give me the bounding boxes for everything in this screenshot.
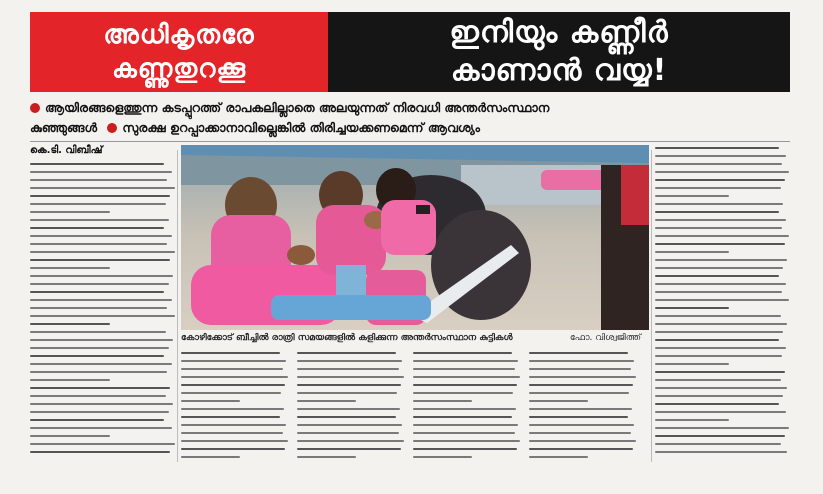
body-text-line [181,360,286,362]
article-column-1 [30,163,176,463]
body-text-line [655,259,787,261]
body-text-line [30,419,164,421]
body-text-line [30,323,110,325]
body-text-line [655,267,783,269]
subheadline [30,98,790,138]
body-text-line [529,448,633,450]
body-text-line [297,416,396,418]
body-text-line [30,379,110,381]
body-text-line [297,392,397,394]
body-text-line [413,448,517,450]
body-text-line [30,403,173,405]
body-text-line [181,416,280,418]
body-text-line [181,408,284,410]
body-text-line [655,379,781,381]
body-text-line [413,432,515,434]
news-photo [181,145,649,330]
body-text-line [30,315,175,317]
body-text-line [30,211,110,213]
body-text-line [655,435,785,437]
body-text-line [413,352,512,354]
body-text-line [30,411,169,413]
body-text-line [529,400,588,402]
subheadline-line2: കുഞ്ഞുങ്ങൾ സുരക്ഷ ഉറപ്പാക്കാനാവില്ലെങ്കിൽ തിരിച്ചയക്കണമെന്ന് ആവശ്യം [30,120,480,135]
body-text-line [297,456,356,458]
body-text-line [413,384,517,386]
body-text-line [655,403,779,405]
body-text-line [297,400,356,402]
body-text-line [30,443,175,445]
body-text-line [181,392,281,394]
body-text-line [655,451,787,453]
body-text-line [297,440,404,442]
body-text-line [529,440,636,442]
body-text-line [30,395,166,397]
children-on-beach-photo [181,145,649,330]
column-divider [177,150,178,462]
body-text-line [655,395,783,397]
body-text-line [655,219,786,221]
body-text-line [181,456,240,458]
body-text-line [30,251,175,253]
body-text-line [30,179,167,181]
body-text-line [655,307,729,309]
body-text-line [655,323,787,325]
body-text-line [655,187,781,189]
body-text-line [297,408,400,410]
body-text-line [413,456,472,458]
body-text-line [655,251,729,253]
body-text-line [413,368,515,370]
headline-right-line2: കാണാൻ വയ്യ! [450,53,668,88]
body-text-line [30,187,175,189]
body-text-line [413,392,513,394]
body-text-line [30,299,172,301]
body-text-line [30,427,172,429]
headline-right-line1: ഇനിയും കണ്ണീർ [449,15,669,50]
body-text-line [181,384,285,386]
article-column-4 [413,352,521,462]
byline: കെ.ടി. വിബീഷ് [30,145,103,156]
body-text-line [181,424,286,426]
article-column-6 [655,147,790,463]
article-column-2 [181,352,289,462]
body-text-line [297,424,402,426]
body-text-line [655,419,729,421]
body-text-line [413,360,518,362]
column-divider [651,150,652,462]
body-text-line [297,368,399,370]
body-text-line [297,352,396,354]
body-text-line [655,355,782,357]
body-text-line [529,408,632,410]
body-text-line [30,195,170,197]
body-text-line [181,352,280,354]
body-text-line [413,400,472,402]
article-column-3 [297,352,405,462]
body-text-line [655,291,782,293]
body-text-line [181,376,288,378]
body-text-line [413,376,520,378]
body-text-line [30,347,169,349]
body-text-line [413,424,518,426]
body-text-line [529,432,631,434]
body-text-line [655,387,787,389]
body-text-line [30,235,172,237]
photo-caption: കോഴിക്കോട് ബീച്ചിൽ രാത്രി സമയങ്ങളിൽ കളിക്കുന്ന അന്തർസംസ്ഥാന കുട്ടികൾ ഫോ. വിശ്വജിത്ത് [181,333,641,343]
body-text-line [413,408,516,410]
headline-left-panel [30,12,328,92]
body-text-line [30,227,164,229]
body-text-line [30,219,169,221]
headline-right-panel [328,12,790,92]
bullet-icon [30,103,40,113]
body-text-line [30,307,167,309]
body-text-line [297,376,404,378]
body-text-line [655,443,781,445]
body-text-line [30,339,173,341]
body-text-line [529,384,633,386]
body-text-line [655,163,782,165]
body-text-line [655,283,786,285]
body-text-line [655,195,729,197]
article-column-5 [529,352,637,462]
body-text-line [30,259,170,261]
divider [30,141,790,142]
body-text-line [181,400,240,402]
body-text-line [297,432,399,434]
body-text-line [655,243,785,245]
body-text-line [655,347,786,349]
body-text-line [413,416,512,418]
body-text-line [30,171,172,173]
body-text-line [655,427,789,429]
body-text-line [655,227,782,229]
body-text-line [655,171,789,173]
body-text-line [30,275,173,277]
body-text-line [30,163,164,165]
body-text-line [181,432,283,434]
body-text-line [181,368,283,370]
body-text-line [529,392,629,394]
body-text-line [529,424,634,426]
body-text-line [30,283,169,285]
body-text-line [655,411,786,413]
body-text-line [30,355,164,357]
body-text-line [655,299,789,301]
body-text-line [413,440,520,442]
body-text-line [655,155,786,157]
body-text-line [30,331,166,333]
body-text-line [30,371,167,373]
body-text-line [655,315,781,317]
body-text-line [655,147,779,149]
body-text-line [655,339,779,341]
body-text-line [655,363,729,365]
body-text-line [30,435,110,437]
body-text-line [181,448,285,450]
headline-left-line2: കണ്ണുതുറക്കൂ [111,54,247,84]
body-text-line [30,267,110,269]
body-text-line [655,203,783,205]
headline-left-line1: അധികൃതരേ [103,20,255,50]
bullet-icon [107,123,117,133]
body-text-line [529,416,628,418]
body-text-line [655,235,789,237]
body-text-line [181,440,288,442]
body-text-line [30,243,167,245]
body-text-line [30,451,170,453]
body-text-line [529,368,631,370]
body-text-line [655,179,785,181]
body-text-line [655,211,779,213]
body-text-line [30,363,172,365]
body-text-line [655,371,785,373]
body-text-line [30,387,170,389]
body-text-line [297,360,402,362]
subheadline-line1: ആയിരങ്ങളെത്തുന്ന കടപ്പുറത്ത് രാപകലില്ലാതെ അലയുന്നത് നിരവധി അന്തർസംസ്ഥാന [30,98,790,118]
body-text-line [30,291,164,293]
body-text-line [529,352,628,354]
body-text-line [297,384,401,386]
body-text-line [655,331,783,333]
body-text-line [297,448,401,450]
body-text-line [529,376,636,378]
photo-credit: ഫോ. വിശ്വജിത്ത് [569,333,641,343]
body-text-line [529,456,588,458]
body-text-line [655,275,779,277]
body-text-line [529,360,634,362]
body-text-line [30,203,166,205]
